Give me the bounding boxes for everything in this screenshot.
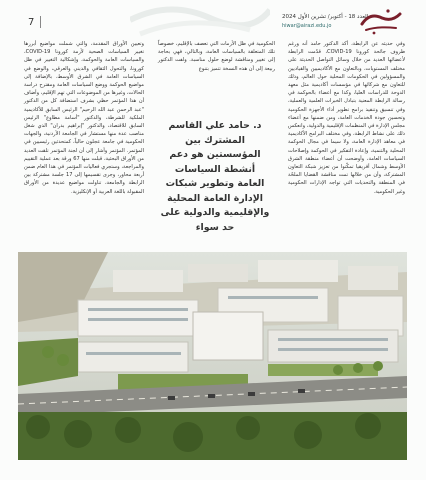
magazine-logo-icon	[358, 6, 404, 36]
article-column-middle: الحكومية في ظل الأزمات التي تعصف بالإقليم، خصوصاً تلك المتعلقة بالسياسات العامة، وبالتالي، فهي بحاجة إلى تغيير ومناقشة لوضع حلول مناسبة. ولفت الدكتور ربيعة إلى أن هذه النسخة تتميز بتنوع	[158, 41, 275, 72]
decorative-swirl	[130, 0, 270, 40]
campus-aerial-photo	[18, 252, 407, 460]
issue-line: العدد 18 - أكتوبر/ تشرين الأول 2024	[282, 14, 369, 20]
page-header	[0, 0, 426, 42]
article-column-left: وتعيين الأوراق المقدمة، والتي شملت مواضيع أبرزها تغيير السياسات الصحية لأزمة كورونا COVID-19، والسياسات العامة والحوكمة، وإشكالية التغيير في ظل كورونا، والتحول الثقافي والديني والعرقي، والوضع في السياسات العامة في الشرق الأوسط، بالإضافة إلى مواضيع الحوكمة ووضع السياسات العامة ومقترح دراسة الحالات، وغيرها من الموضوعات التي تهم الإقليم، وأضاف أن هذا المؤتمر حظي بشرف استضافة كل من الدكتور "عبد الرحمن عبد الله الرحيم" الرئيس السابق للأكاديمية الملكية للشرطة، والدكتور "أسامة مطاوع" الرئيس السابق للاقتصاد، والدكتور "إبراهيم بدران" الذي شغل مناصب عدة منها مستشار في الجامعة الأردنية، والجهات الحكومية في جامعة عجلون حالياً، كمتحدثين رئيسيين في المؤتمر. المؤتمر وأشار إلى أن لجنة المؤتمر تلقت العديد من الأوراق البحثية، قبلت منها 67 ورقة بعد عملية التقييم والمراجعة، وستجري فعاليات المؤتمر في هذا العام ضمن أربعة محاور، وجرى تقسيمها إلى 17 جلسة مشتركة بين الرابطة والجامعة، تناولت مواضيع عديدة من الأوراق المقبولة باللغة العربية أو الإنكليزية.	[24, 41, 145, 195]
page-number: 7	[28, 17, 35, 28]
page-number-divider	[40, 16, 41, 28]
contact-email: hiwar@airazi.edu.jo	[282, 23, 332, 29]
pull-quote: د. حامد علي القاسم المشترك بين المؤسستين هو دعم أنشطة السياسات العامة وتطوير شبكات الإدارة العامة المحلية والإقليمية والدولية على حد سواء	[160, 120, 270, 233]
article-column-right: وفي حديثه عن الرابطة، أكد الدكتور حامد أنه ورغم ظروف جائحة كورونا COVID-19، قدّمت الرابطة لأعضائها العديد من خلال وسائل التواصل الحديثة على مختلف المستويات، وبالتعاون مع الأكاديميين والقياديين والمسؤولين في الحكومات المحلية حول العالم، وذلك للتعاون مع شركائها في مؤسسات أكاديمية مثل معهد الدوحة للدراسات العليا، وكذا مع أعضاء بالحوكمة في رسالة الرابطة المعنية بتبادل الخبرات العلمية والعملية، وفي تنسيق وتنفيذ برامج تطوير أداء الأجهزة الحكومية وتحسين جودة الخدمات العامة، ومن ضمنها مع أعضاء مجلس الإدارة في المنظمات الإقليمية والدولية، وانعكس ذلك على نشاط الرابطة، وفي مختلف البرامج الأكاديمية في معاهد الإدارة العامة، ولا سيما في مجال الحوكمة المحلية والتنمية، وإعادة التفكير في الحوكمة وإصلاحات السياسات العامة، وأوضحت أن أعضاء منطقة الشرق الأوسط وشمال أفريقيا تمكّنوا من تعزيز شبكة التعاون المشتركة، وأن من خلالها تمت مناقشة القضايا الملحّة في المنطقة والتحديات التي تواجه الإدارات الحكومية وغير الحكومية.	[288, 41, 406, 195]
